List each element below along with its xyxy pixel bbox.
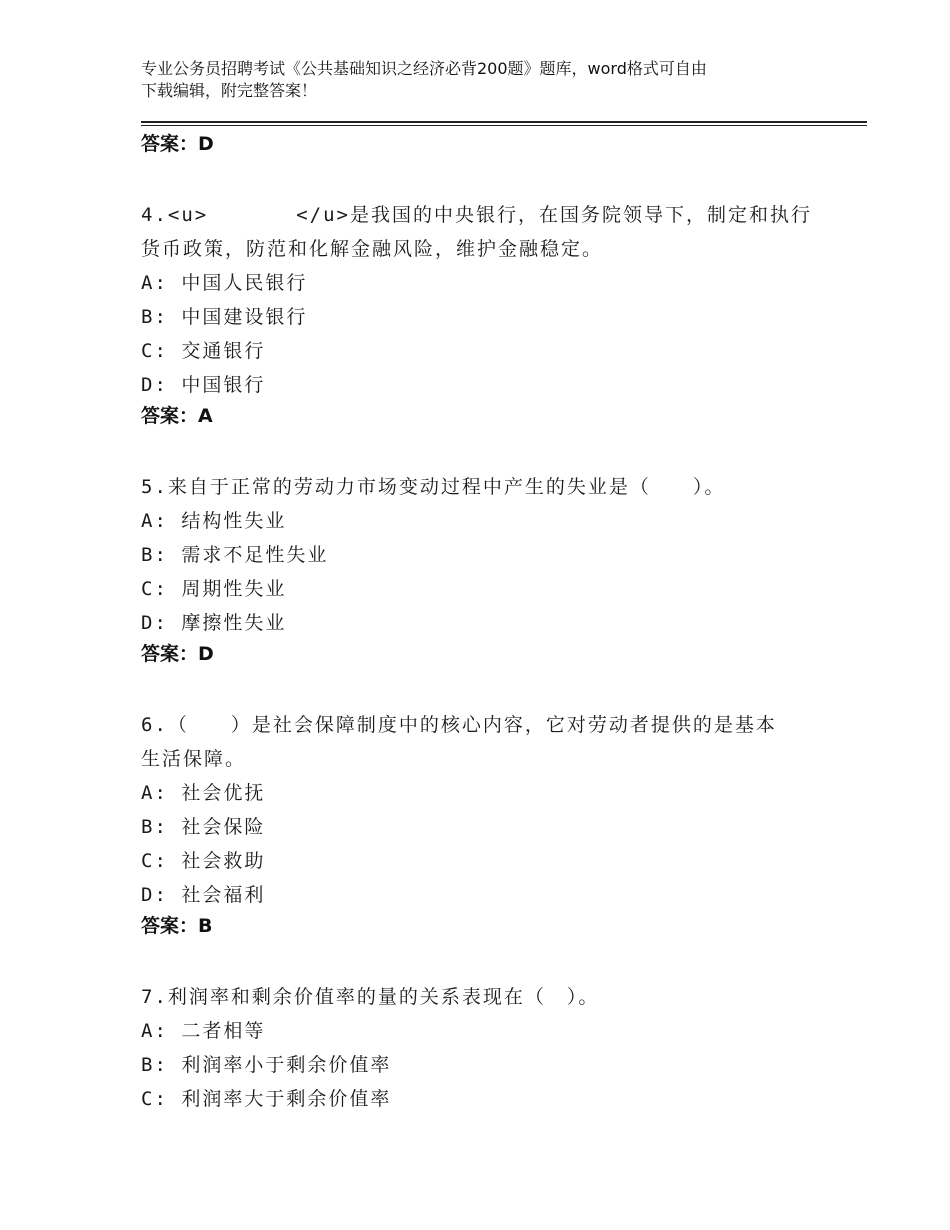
- option-d: [141, 606, 821, 640]
- question-number: 4.: [141, 204, 168, 226]
- option-text: 二者相等: [181, 1020, 266, 1042]
- underline-open-tag: <u>: [167, 204, 209, 226]
- option-a: [141, 504, 821, 538]
- option-key: A:: [141, 510, 168, 532]
- spacer: [141, 674, 821, 708]
- option-key: C:: [141, 850, 168, 872]
- option-key: B:: [141, 1054, 168, 1076]
- option-text: 中国银行: [181, 374, 266, 396]
- document-header: [141, 58, 821, 102]
- option-d: [141, 878, 821, 912]
- question-text: 利润率和剩余价值率的量的关系表现在（ ）。: [167, 986, 600, 1008]
- header-line-1: 专业公务员招聘考试《公共基础知识之经济必背200题》题库，word格式可自由: [141, 59, 707, 78]
- question-stem: [141, 470, 821, 504]
- option-text: 利润率小于剩余价值率: [181, 1054, 392, 1076]
- option-key: D:: [141, 374, 168, 396]
- option-key: A:: [141, 272, 168, 294]
- option-key: B:: [141, 816, 168, 838]
- option-a: [141, 776, 821, 810]
- option-key: A:: [141, 1020, 168, 1042]
- option-text: 社会优抚: [181, 782, 266, 804]
- option-key: A:: [141, 782, 168, 804]
- option-text: 中国建设银行: [181, 306, 308, 328]
- question-stem: [141, 198, 821, 232]
- spacer: [141, 164, 821, 198]
- question-number: 5.: [141, 476, 168, 498]
- option-text: 利润率大于剩余价值率: [181, 1088, 392, 1110]
- answer-value: D: [198, 643, 214, 665]
- answer-label: 答案：: [141, 915, 199, 937]
- option-text: 社会保险: [181, 816, 266, 838]
- question-number: 7.: [141, 986, 168, 1008]
- answer-value: A: [198, 405, 213, 427]
- spacer: [141, 436, 821, 470]
- option-c: [141, 334, 821, 368]
- answer-value: D: [198, 133, 214, 155]
- spacer: [141, 946, 821, 980]
- option-key: C:: [141, 1088, 168, 1110]
- option-text: 周期性失业: [181, 578, 287, 600]
- option-key: D:: [141, 612, 168, 634]
- answer-line: [141, 130, 821, 164]
- option-b: [141, 1048, 821, 1082]
- question-text: </u>是我国的中央银行，在国务院领导下，制定和执行: [296, 204, 812, 226]
- question-stem: [141, 980, 821, 1014]
- option-key: D:: [141, 884, 168, 906]
- question-block: [141, 470, 821, 674]
- option-text: 结构性失业: [181, 510, 287, 532]
- question-block: [141, 198, 821, 436]
- option-text: 摩擦性失业: [181, 612, 287, 634]
- answer-line: [141, 640, 821, 674]
- header-line-2: 下载编辑，附完整答案！: [141, 81, 318, 100]
- question-text: 来自于正常的劳动力市场变动过程中产生的失业是（ ）。: [167, 476, 726, 498]
- option-text: 需求不足性失业: [181, 544, 329, 566]
- question-number: 6.: [141, 714, 168, 736]
- option-a: [141, 1014, 821, 1048]
- question-text: （ ）是社会保障制度中的核心内容，它对劳动者提供的是基本: [167, 714, 777, 736]
- answer-value: B: [198, 915, 213, 937]
- option-text: 交通银行: [181, 340, 266, 362]
- option-key: B:: [141, 544, 168, 566]
- answer-label: 答案：: [141, 133, 199, 155]
- question-stem: [141, 708, 821, 742]
- answer-label: 答案：: [141, 405, 199, 427]
- option-b: [141, 538, 821, 572]
- answer-line: [141, 912, 821, 946]
- option-c: [141, 1082, 821, 1116]
- option-text: 中国人民银行: [181, 272, 308, 294]
- option-c: [141, 572, 821, 606]
- answer-label: 答案：: [141, 643, 199, 665]
- header-rule-thick: [141, 121, 867, 123]
- option-c: [141, 844, 821, 878]
- question-block: [141, 708, 821, 946]
- option-key: C:: [141, 578, 168, 600]
- option-text: 社会救助: [181, 850, 266, 872]
- document-body: [141, 130, 821, 1116]
- question-block: [141, 980, 821, 1116]
- option-b: [141, 300, 821, 334]
- answer-line: [141, 402, 821, 436]
- question-stem-line-2: 货币政策，防范和化解金融风险，维护金融稳定。: [141, 238, 604, 260]
- option-key: B:: [141, 306, 168, 328]
- question-stem-line-2: 生活保障。: [141, 748, 247, 770]
- option-key: C:: [141, 340, 168, 362]
- option-b: [141, 810, 821, 844]
- option-text: 社会福利: [181, 884, 266, 906]
- option-d: [141, 368, 821, 402]
- header-rule-thin: [141, 125, 867, 126]
- option-a: [141, 266, 821, 300]
